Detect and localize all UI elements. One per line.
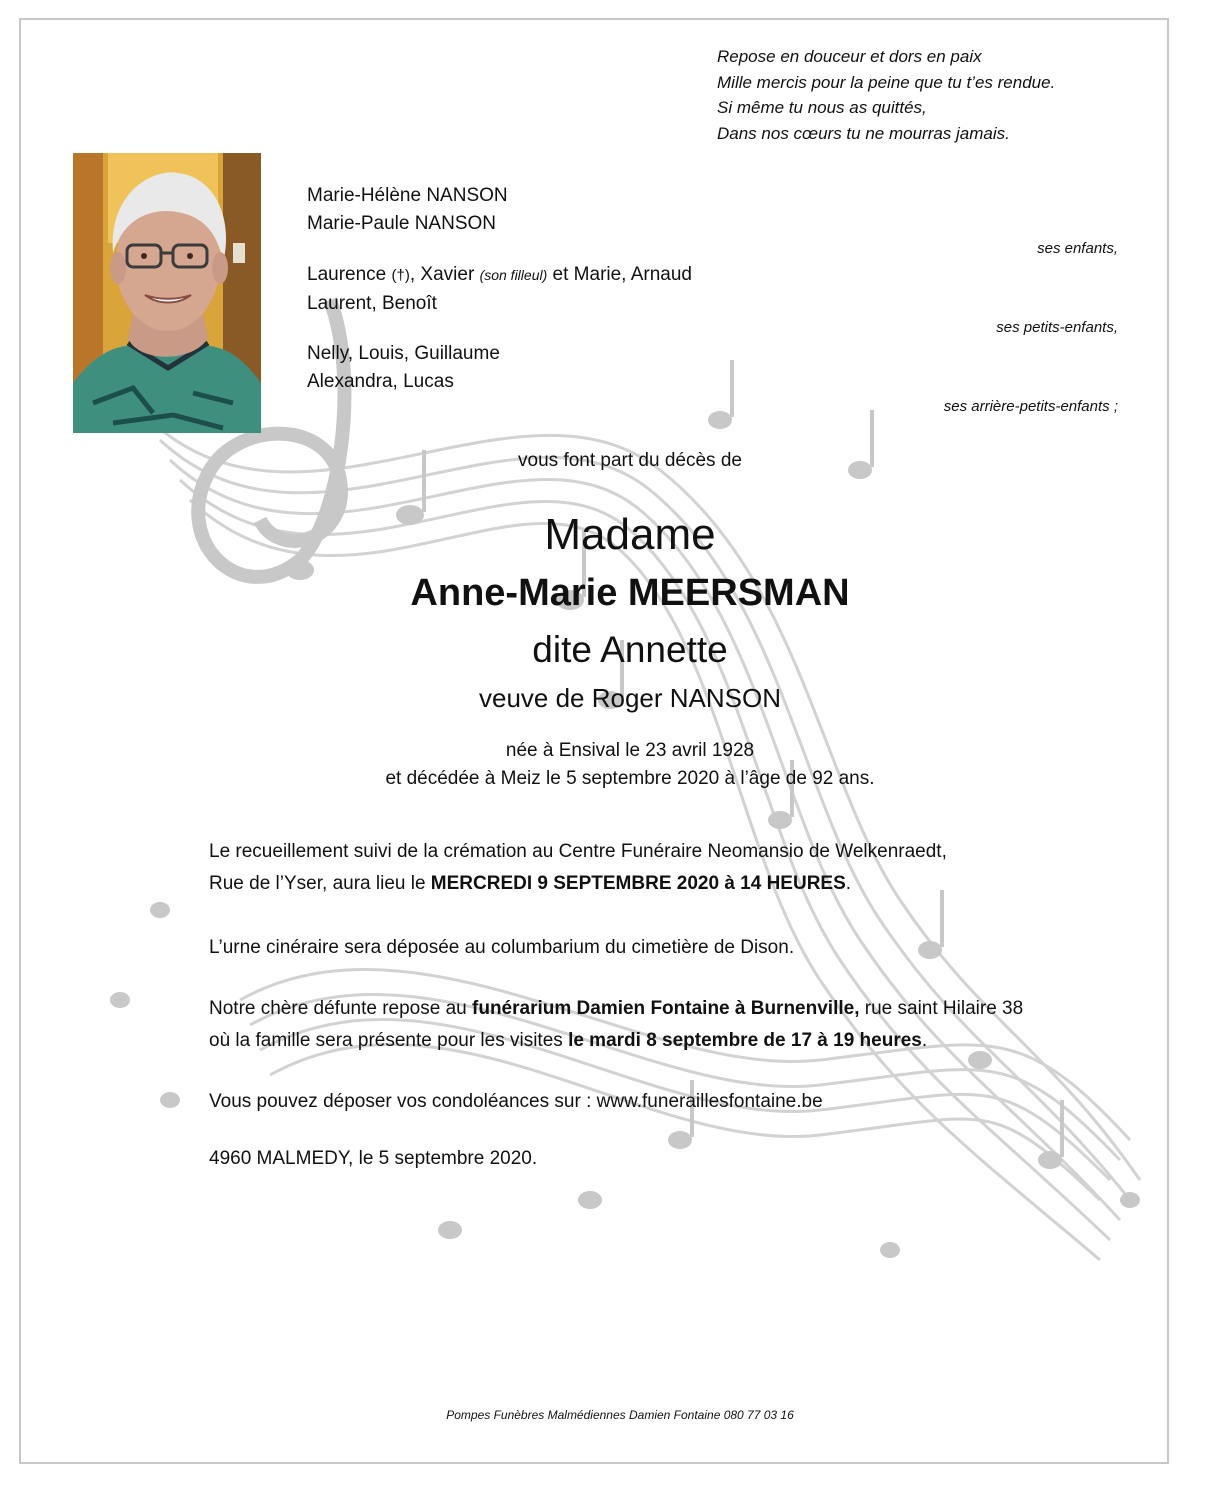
birth-line: née à Ensival le 23 avril 1928 (505, 740, 755, 761)
name-line: Marie-Hélène NANSON (307, 185, 508, 206)
visit-line (209, 993, 1023, 1025)
poem (717, 44, 1055, 146)
ceremony-date: MERCREDI 9 SEPTEMBRE 2020 à 14 HEURES (430, 873, 846, 894)
poem-line: Mille mercis pour la peine que tu t’es rendue. (717, 72, 1056, 92)
visit-text: où la famille sera présente pour les visites (209, 1030, 569, 1051)
visit-text: rue saint Hilaire 38 (859, 998, 1024, 1019)
godson-note: (son filleul) (479, 267, 548, 283)
visit-line (209, 1025, 1023, 1057)
name-text: Laurence (307, 264, 392, 285)
portrait-photo (73, 153, 261, 433)
visit-time: le mardi 8 septembre de 17 à 19 heures (568, 1030, 922, 1051)
name-text: , Xavier (409, 264, 480, 285)
name-line: Marie-Paule NANSON (307, 213, 496, 234)
ceremony-text: Rue de l’Yser, aura lieu le (209, 873, 431, 894)
name-line: Laurent, Benoît (307, 293, 437, 314)
name-line: Nelly, Louis, Guillaume (307, 343, 500, 364)
children-names (307, 182, 508, 238)
place-date-line: 4960 MALMEDY, le 5 septembre 2020. (209, 1148, 538, 1169)
visit-text: . (921, 1030, 928, 1051)
deceased-nickname: dite Annette (532, 629, 728, 670)
name-line (307, 261, 692, 290)
announce-text: vous font part du décès de (518, 450, 742, 471)
deceased-title: Madame (544, 510, 716, 559)
great-grandchildren-names (307, 340, 500, 396)
poem-line: Dans nos cœurs tu ne mourras jamais. (717, 123, 1010, 143)
ceremony-line: Le recueillement suivi de la crémation au Centre Funéraire Neomansio de Welkenraedt, (209, 841, 947, 862)
funerarium-name: funérarium Damien Fontaine à Burnenville, (472, 998, 860, 1019)
relation-grandchildren: ses petits-enfants, (996, 319, 1118, 336)
relation-children: ses enfants, (1037, 240, 1118, 257)
deceased-name: Anne-Marie MEERSMAN (410, 572, 850, 614)
dagger-symbol: (†) (391, 267, 410, 284)
relation-great-grandchildren: ses arrière-petits-enfants ; (943, 398, 1118, 415)
visit-text: Notre chère défunte repose au (209, 998, 473, 1019)
poem-line: Repose en douceur et dors en paix (717, 47, 982, 66)
urn-paragraph: L’urne cinéraire sera déposée au columbarium du cimetière de Dison. (209, 937, 795, 958)
ceremony-text: . (845, 873, 852, 894)
name-text: et Marie, Arnaud (547, 264, 692, 285)
grandchildren-names (307, 261, 692, 318)
funeral-home-footer: Pompes Funèbres Malmédiennes Damien Fontaine 080 77 03 16 (446, 1408, 794, 1422)
poem-line: Si même tu nous as quittés, (717, 98, 927, 117)
name-line: Alexandra, Lucas (307, 371, 454, 392)
condolences-line: Vous pouvez déposer vos condoléances sur : www.funeraillesfontaine.be (209, 1091, 823, 1112)
visit-paragraph (209, 993, 1023, 1057)
death-line: et décédée à Meiz le 5 septembre 2020 à l’âge de 92 ans. (385, 768, 875, 789)
deceased-spouse: veuve de Roger NANSON (478, 683, 782, 713)
ceremony-paragraph (209, 836, 947, 900)
ceremony-line (209, 868, 947, 900)
